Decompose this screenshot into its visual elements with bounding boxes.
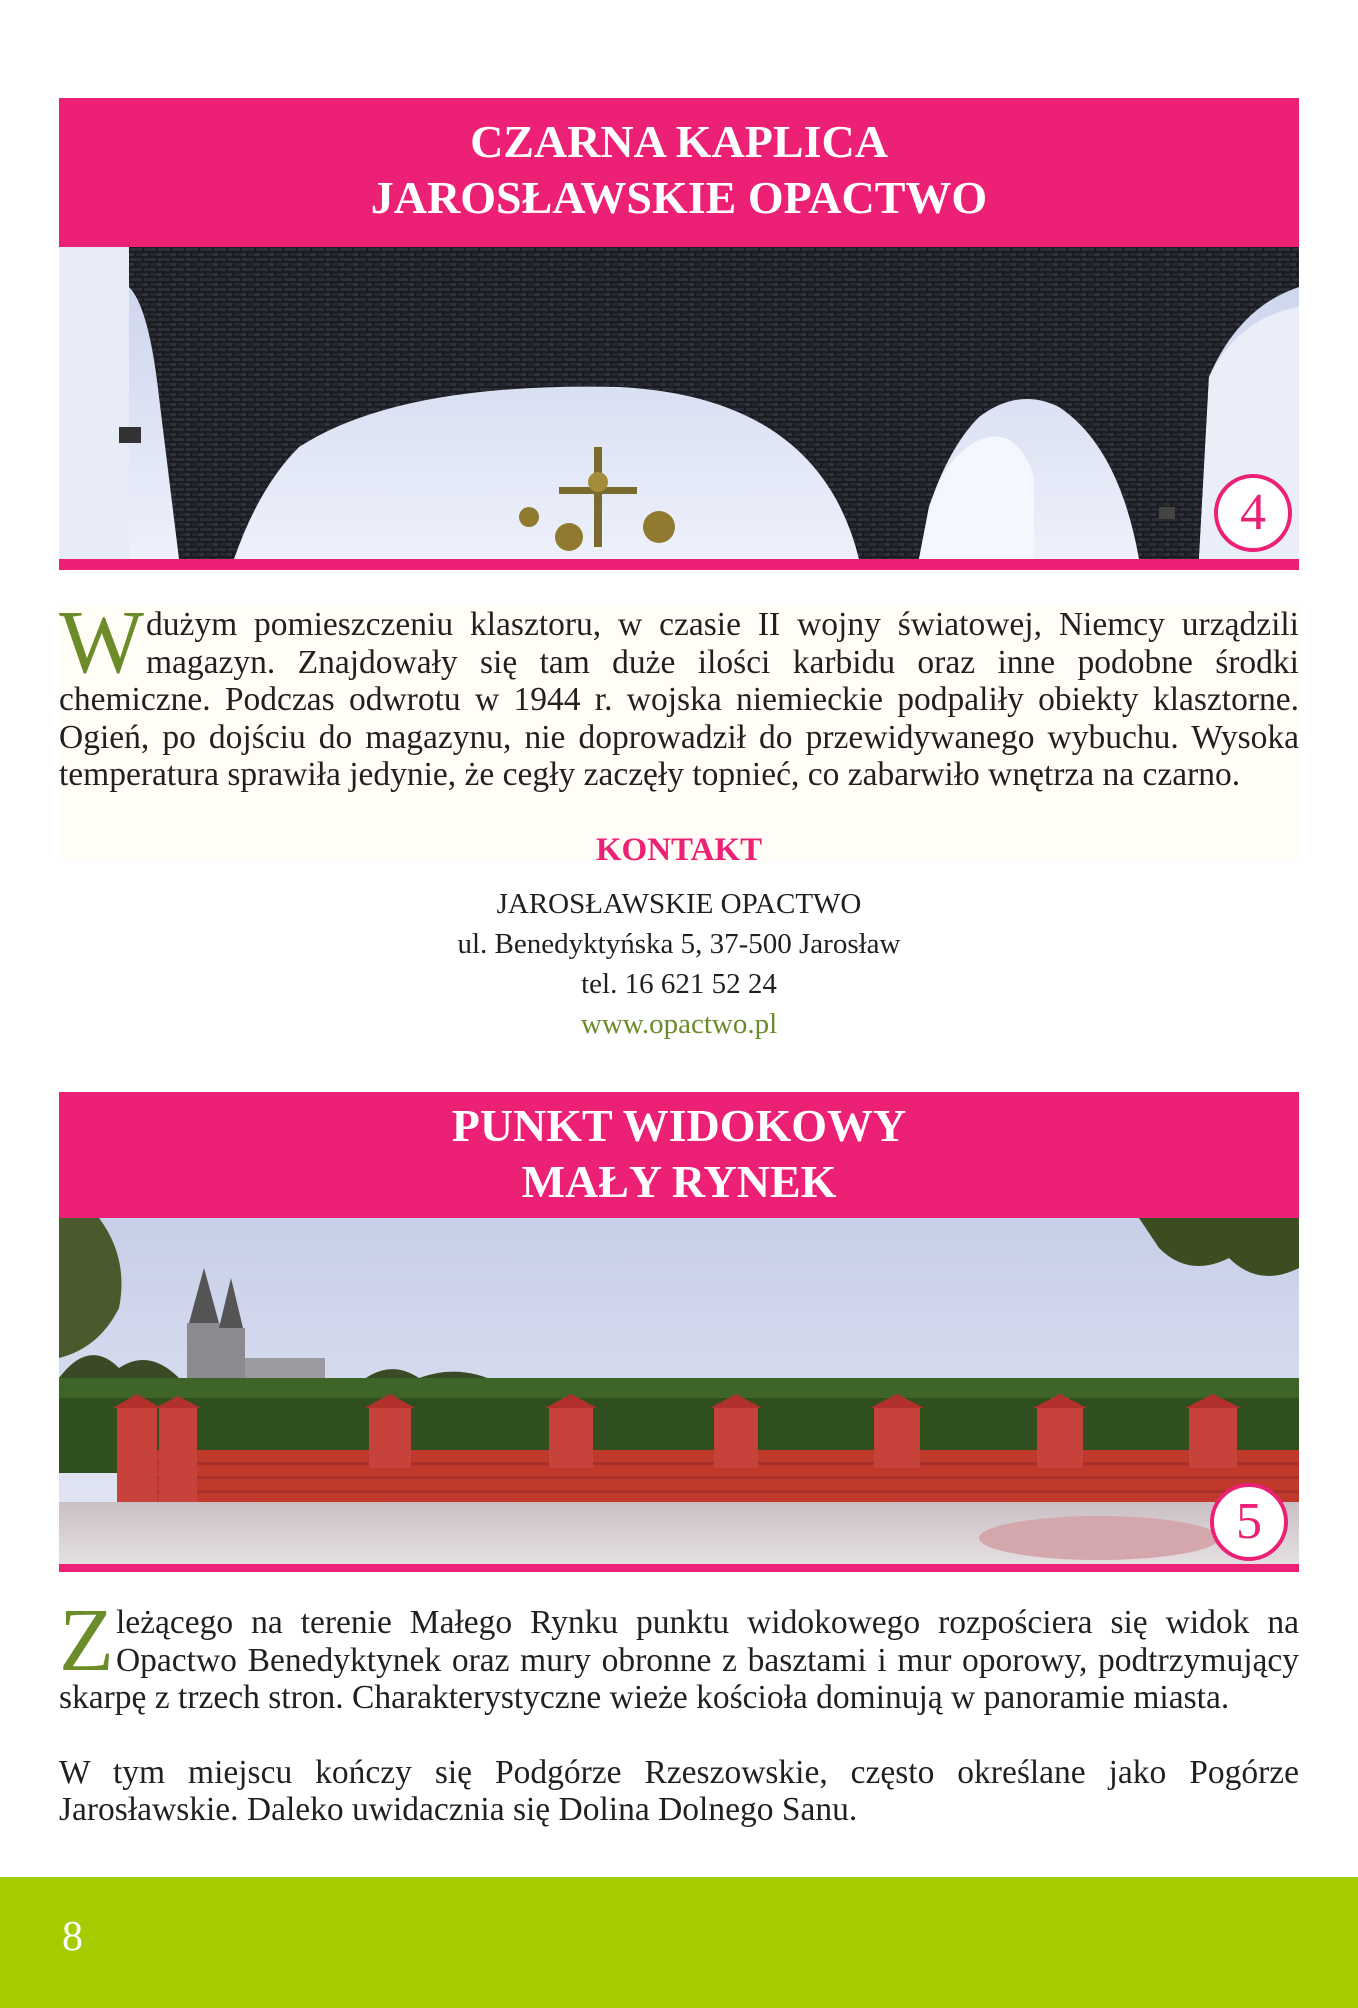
photo-underline-bar [59,559,1299,570]
title-line-2: JAROSŁAWSKIE OPACTWO [370,172,988,223]
page-footer [0,1877,1358,2008]
contact-phone: tel. 16 621 52 24 [581,968,777,1000]
contact-title: KONTAKT [595,832,763,868]
title-line-2: MAŁY RYNEK [521,1156,837,1207]
section1-paragraph: dużym pomieszczeniu klasztoru, w czasie II wojny światowej, Niemcy urządzili magazyn. Znajdowały się tam duże ilości karbidu oraz inne podobne środki chemiczne. Podczas odwrotu w 1944 r. wojska niemieckie podpaliły obiekty klasztorne. Ogień, po dojściu do magazynu, nie doprowadził do przewidywanego wybuchu. Wysoka temperatura sprawiła jedynie, że cegły zaczęły topnieć, co zabarwiło wnętrza na czarno. [59,606,1299,793]
contact-name: JAROSŁAWSKIE OPACTWO [496,888,862,920]
title-line-1: PUNKT WIDOKOWY [451,1100,907,1151]
title-line-1: CZARNA KAPLICA [470,116,888,167]
location-number-badge: 5 [1210,1483,1288,1561]
location-number-badge: 4 [1214,474,1292,552]
photo-underline-bar [59,1564,1299,1572]
section-title-punkt-widokowy [59,1092,1299,1218]
page-number: 8 [62,1914,83,1960]
section2-paragraph-1: leżącego na terenie Małego Rynku punktu widokowego rozpościera się widok na Opactwo Benedyktynek oraz mury obronne z basztami i mur oporowy, podtrzymujący skarpę z trzech stron. Charakterystyczne wieże kościoła dominują w panoramie miasta. [59,1604,1299,1716]
photo-czarna-kaplica [59,247,1299,559]
section1-text [59,593,1299,862]
drop-cap: W [59,593,144,692]
contact-address: ul. Benedyktyńska 5, 37-500 Jarosław [457,928,901,960]
photo-maly-rynek [59,1218,1299,1564]
section2-text [59,1591,1299,1829]
contact-website-link[interactable]: www.opactwo.pl [580,1008,778,1040]
section2-paragraph-2: W tym miejscu kończy się Podgórze Rzeszowskie, często określane jako Pogórze Jarosławskie. Daleko uwidacznia się Dolina Dolnego Sanu. [59,1753,1299,1828]
drop-cap: Z [59,1591,114,1690]
section-title-czarna-kaplica [59,98,1299,247]
contact-block [59,828,1299,1044]
